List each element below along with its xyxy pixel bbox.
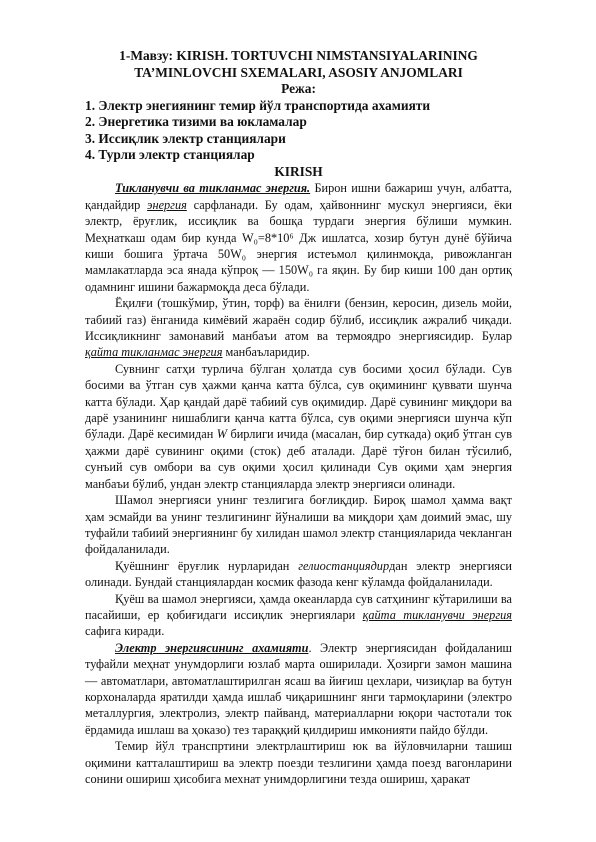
paragraph-solar: Қуёшнинг ёруғлик нурларидан гелиостанциядирдан электр энергияси олинади. Бундай станциялардан космик фазода кенг кўламда фойдаланилади. <box>85 558 512 590</box>
section-heading: KIRISH <box>274 163 323 179</box>
plan-item: 1. Электр энегиянинг темир йўл транспортида ахамияти <box>85 97 431 113</box>
term-heliostation: гелиостанциядир <box>298 558 390 573</box>
paragraph-fuel: Ёқилғи (тошкўмир, ўтин, торф) ва ёнилғи (бензин, керосин, дизель мойи, табиий газ) ёнганида кимёвий жараён содир бўлиб, иссиқлик ажралиб чиқади. Иссиқликнинг замонавий манбаъи атом ва термоядро энергиясидир. Булар қайта тикланмас энергия манбаъларидир. <box>85 296 512 360</box>
plan-list <box>85 98 512 164</box>
paragraph-electric-importance: Электр энергиясининг ахамияти. Электр энергиясидан фойдаланиш туфайли меҳнат унумдорлиги юзлаб марта оширилади. Ҳозирги замон машина — автоматлари, автоматлаштирилган ясаш ва йиғиш цехлари, чизиқлар ва бутун корхоналарда яратилди ҳамда ишлаб чиқаришнинг янги тармоқларини (электро металлургия, электролиз, электр пайванд, материалларни юқори частотали ток ёрдамида ишлаш ва ҳоказо) тез тараққий қилдириш имконияти пайдо бўлди. <box>85 640 513 737</box>
lecture-title-line-1: 1-Мавзу: KIRISH. TORTUVCHI NIMSTANSIYALARINING <box>119 48 478 63</box>
plan-heading: Режа: <box>281 81 316 96</box>
term-electric-importance: Электр энергиясининг ахамияти <box>115 640 309 655</box>
plan-item: 2. Энергетика тизими ва юкламалар <box>85 114 307 130</box>
paragraph-wind: Шамол энергияси унинг тезлигига боғлиқдир. Бироқ шамол ҳамма вақт ҳам эсмайди ва унинг тезлигининг йўналиши ва миқдори ҳам доимий эмас, шу туфайли табиий энергиянинг бу хилидан шамол электр станцияларида чекланган фойдаланилади. <box>85 493 512 557</box>
paragraph-energy-types: Тикланувчи ва тикланмас энергия. Бирон ишни бажариш учун, албатта, қандайдир энергия сарфланади. Бу одам, ҳайвоннинг мускул энергияси, ёки электр, ёруғлик, иссиқлик ва бошқа турдаги энергия бўлиши мумкин. Меҳнаткаш одам бир кунда W₀=8*10⁶ Дж ишлатса, хозир бутун дунё бўйича киши бошига ўртача 50W₀ энергия истеъмол қилинмоқда, ривожланган мамлакатларда эса янада кўпроқ — 150W₀ га яқин. Бу бир киши 100 дан ортиқ одамнинг ишини бажармоқда деса бўлади. <box>85 181 512 294</box>
term-nonrenewable-energy: қайта тикланмас энергия <box>85 345 223 360</box>
term-energy: энергия <box>147 197 187 212</box>
plan-item: 3. Иссиқлик электр станциялари <box>85 130 286 146</box>
term-renewable-nonrenewable: Тикланувчи ва тикланмас энергия. <box>115 181 311 196</box>
term-renewable-energy: қайта тикланувчи энергия <box>362 607 512 622</box>
paragraph-renewable: Қуёш ва шамол энергияси, ҳамда океанларда сув сатҳининг кўтарилиши ва пасайиши, ер қобиғидаги иссиқлик энергиялари қайта тикланувчи энергия сафига киради. <box>85 591 512 639</box>
plan-item: 4. Турли электр станциялар <box>85 147 255 163</box>
paragraph-railway: Темир йўл транспртини электрлаштириш юк ва йўловчиларни ташиш оқимини катталаштириш ва электр поезди тезлигини ҳамда поезд вагонларини сонини ошириш ҳисобига мехнат унимдорлигини тезда ошириш, ҳаракат <box>85 739 512 786</box>
paragraph-water: Сувнинг сатҳи турлича бўлган ҳолатда сув босими ҳосил бўлади. Сув босими ва ўтган сув ҳажми қанча катта бўлса, сув оқимининг қуввати шунча катта бўлади. Ҳар қандай дарё табиий сув оқимидир. Дарё сувининг миқдори ва дарё узанининг нишаблиги қанча катта бўлса, сув оқими энергияси шунча кўп бўлади. Дарё кесимидан W бирлиги ичида (масалан, бир суткада) оқиб ўтган сув ҳажми дарё сувининг оқими (сток) деб аталади. Дарё тўғон билан тўсилиб, сунъий сув омбори ва сув оқими ҳосил қилинади Сув оқими ҳам энергия манбаъи бўлиб, ундан электр станцияларда электр энергияси олинади. <box>85 361 513 491</box>
variable-w: W <box>216 427 228 442</box>
lecture-title-line-2: TA’MINLOVCHI SXEMALARI, ASOSIY ANJOMLARI <box>134 64 463 80</box>
